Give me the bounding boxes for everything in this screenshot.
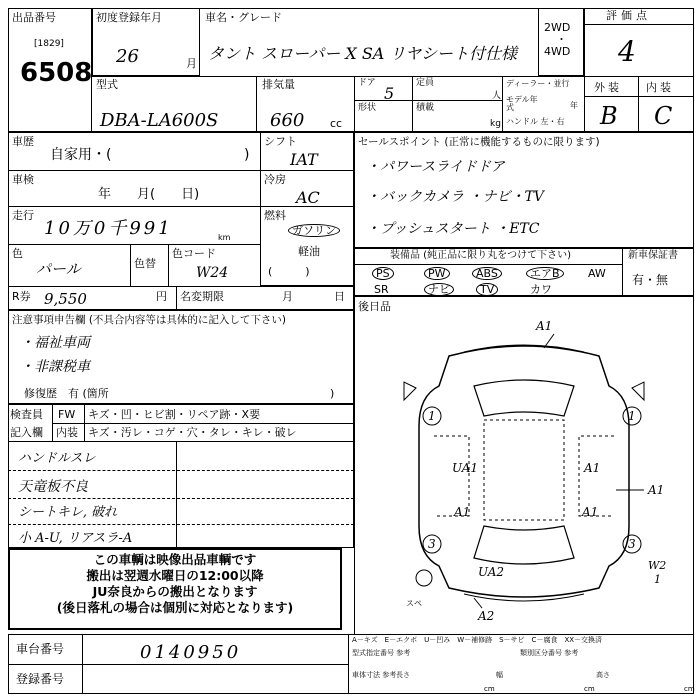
equip-abs-circle: ABS [472, 267, 502, 280]
recycle-label: R券 [12, 290, 31, 303]
inspector-row-line [52, 423, 354, 424]
score-col-divider [584, 8, 585, 132]
mark-rear-bumper: A2 [478, 609, 495, 623]
mark-spare: スペ [406, 599, 422, 608]
yen-unit: 円 [156, 290, 167, 303]
header-row-divider [92, 76, 694, 77]
exterior-value: B [600, 102, 618, 130]
equip-navi-circle: ナビ [424, 283, 454, 296]
footer-legend6: 幅 [496, 671, 503, 679]
first-reg-year: 26 [116, 46, 139, 67]
equip-tv [476, 283, 498, 296]
score-value: 4 [618, 35, 636, 68]
chassis-label: 車台番号 [16, 642, 65, 656]
footer-legend7: 高さ [596, 671, 610, 679]
footer-cm-1: cm [484, 685, 495, 693]
mileage-label: 走行 [12, 209, 34, 222]
hw-col-divider-1 [176, 442, 177, 548]
mark-wheel-rr: 3 [628, 537, 636, 551]
handwritten-note-2: 天竜板不良 [18, 479, 88, 495]
history-label: 車歴 [12, 135, 34, 148]
equip-aw: AW [588, 267, 606, 280]
hw-dash-3 [8, 524, 354, 525]
row-line-3 [8, 244, 260, 245]
repair-label: 修復歴 有 (箇所 [24, 387, 109, 400]
door-shape-divider [354, 100, 502, 101]
model-value: タント スローパー X SA リヤシート付仕様 [208, 44, 517, 63]
chassis-value: 0140950 [140, 642, 242, 663]
footer-legend: A－キズ E－エクボ U－凹み W－補修跡 S－サビ C－腐食 XX－交換済 [352, 636, 603, 644]
displacement-divider [256, 76, 257, 132]
notice-line4: (後日落札の場合は個別に対応となります) [56, 600, 294, 615]
displacement-label: 排気量 [262, 78, 295, 91]
front-windshield [474, 380, 574, 416]
row-line-2 [8, 206, 260, 207]
spare-tire [416, 570, 432, 586]
left-side [434, 436, 471, 519]
mileage-value: 10万0千991 [44, 218, 173, 239]
mirror-left [404, 382, 416, 400]
notice-line2: 搬出は翌週水曜日の12:00以降 [86, 568, 264, 583]
warranty-value: 有・無 [632, 273, 669, 287]
first-reg-label: 初度登録年月 [96, 11, 162, 24]
selling-item-1: ・パワースライドドア [366, 159, 505, 175]
mark-w2: W2 [648, 559, 667, 572]
row-line-1 [8, 170, 260, 171]
inspector-label1: 検査員 [10, 408, 43, 421]
capacity-unit: 人 [492, 91, 502, 101]
capacity-label: 定員 [416, 78, 435, 88]
footer-legend5: 長さ [396, 671, 410, 679]
fuel-label: 燃料 [264, 209, 286, 222]
recycle-value: 9,550 [44, 290, 87, 308]
mark-wheel-fr: 1 [628, 409, 636, 423]
color-label: 色 [12, 247, 23, 260]
mark-left-upper: UA1 [452, 461, 479, 475]
lot-sub: [1829] [34, 39, 64, 49]
type-label: 型式 [96, 78, 118, 91]
color-code-label: 色コード [172, 247, 216, 260]
repair-close: ) [330, 387, 335, 400]
color-change-label: 色替 [134, 257, 156, 270]
footer-legend4: 車体寸法 参考 [352, 671, 397, 679]
mark-rear: UA2 [478, 565, 505, 579]
load-label: 積載 [416, 103, 435, 113]
color-code-value: W24 [196, 265, 229, 281]
mark-wheel-rl: 3 [428, 537, 436, 551]
footer-legend2: 型式指定番号 参考 [352, 649, 411, 657]
color-value: パール [36, 260, 81, 278]
displacement-unit: cc [330, 117, 343, 130]
namechange-divider [176, 286, 177, 310]
fw-items: キズ・凹・ヒビ割・リペア跡・X要 [88, 408, 261, 421]
mirror-right [632, 382, 644, 400]
notes-line2: ・非課税車 [20, 359, 90, 375]
namechange-day: 日 [334, 290, 345, 303]
footer-label-divider [82, 634, 83, 694]
mark-right-lower: A1 [582, 505, 599, 519]
equip-tv-circle: TV [476, 283, 498, 296]
color-code-divider [168, 244, 169, 286]
selling-item-3: ・プッシュスタート ・ETC [366, 221, 540, 237]
right-side [579, 436, 614, 519]
mid-line-2 [260, 206, 354, 207]
shift-value: IAT [290, 150, 318, 169]
mark-front: A1 [536, 319, 553, 333]
capacity-divider [412, 76, 413, 132]
equipment-row-line [354, 264, 622, 265]
footer-cm-3: cm [684, 685, 695, 693]
mark-wheel-fl: 1 [428, 409, 436, 423]
footer-mid-line [8, 664, 348, 665]
equipment-title: 装備品 (純正品に限り丸をつけて下さい) [390, 250, 571, 261]
ext-int-divider [638, 76, 639, 132]
leader-bottom [474, 598, 482, 608]
int-label: 内装 [56, 426, 78, 439]
equip-leather: カワ [530, 283, 552, 296]
footer-right-divider [348, 634, 349, 694]
mark-w2-sub: 1 [654, 573, 661, 586]
dealer-label: ディーラー・並行 [506, 79, 570, 88]
fuel-gas [288, 224, 340, 237]
dealer-divider [502, 76, 503, 132]
type-value: DBA-LA600S [100, 110, 219, 131]
handwritten-note-4: 小 A-U, リアスラ-A [18, 531, 133, 546]
shape-label: 形状 [358, 103, 377, 113]
hw-dash-2 [8, 498, 354, 499]
year-unit: 年 [570, 101, 578, 110]
handwritten-note-3: シートキレ, 破れ [18, 505, 118, 520]
model-label: 車名・グレード [205, 11, 282, 24]
load-unit: kg [490, 119, 501, 129]
equip-navi [424, 283, 454, 296]
mark-front-right: A1 [584, 461, 601, 475]
mark-extra [540, 446, 541, 447]
mid-line-1 [260, 170, 354, 171]
notice-line3: JU奈良からの搬出となります [92, 584, 258, 599]
inspection-fields: 年 月( 日) [98, 187, 200, 202]
notice-line1: この車輌は映像出品車輌です [93, 552, 257, 567]
equip-pw [424, 267, 450, 280]
roof [484, 420, 564, 520]
equip-sr: SR [374, 283, 389, 296]
row-line-4 [8, 286, 354, 287]
interior-label: 内装 [646, 81, 674, 94]
drive-dot: ・ [556, 33, 567, 46]
equip-pw-circle: PW [424, 267, 450, 280]
mileage-unit: km [218, 233, 231, 242]
mark-left-lower: A1 [454, 505, 471, 519]
inspector-label2: 記入欄 [10, 426, 43, 439]
name-change-label: 名変期限 [180, 290, 224, 303]
lot-label: 出品番号 [12, 11, 56, 24]
selling-item-2: ・バックカメラ ・ナビ・TV [366, 189, 544, 205]
car-diagram [354, 316, 694, 616]
fw-label: FW [58, 408, 76, 421]
drive-4wd: 4WD [544, 45, 571, 58]
fuel-gas-circle: ガソリン [288, 224, 340, 237]
displacement-value: 660 [270, 110, 305, 131]
equip-abs [472, 267, 502, 280]
inspection-label: 車検 [12, 173, 34, 186]
drive-2wd: 2WD [544, 21, 571, 34]
ext-int-hdr-line [584, 96, 694, 97]
footer-legend3: 類別区分番号 参考 [520, 649, 579, 657]
notes-title: 注意事項申告欄 (不具合内容等は具体的に記入して下さい) [12, 314, 287, 326]
shift-label: シフト [264, 135, 297, 148]
int-items: キズ・汚レ・コゲ・穴・タレ・キレ・破レ [88, 426, 297, 439]
notice-box [8, 548, 342, 630]
door-label: ドア [358, 78, 376, 88]
history-value: 自家用・( [50, 147, 112, 163]
fuel-paren: ( ) [268, 265, 310, 278]
interior-value: C [654, 102, 673, 130]
rear-window [474, 526, 574, 564]
handwritten-note-1: ハンドルスレ [18, 451, 96, 466]
equip-airbag [526, 267, 564, 280]
namechange-month: 月 [282, 290, 293, 303]
diagram-title: 後日品 [358, 300, 391, 313]
score-label: 評価点 [606, 9, 651, 22]
ac-label: 冷房 [264, 173, 286, 186]
door-divider [354, 76, 355, 132]
color-divider [130, 244, 131, 286]
handle-label: ハンドル 左・右 [506, 117, 565, 126]
model-year-label: モデル年式 [506, 95, 538, 112]
hw-dash-1 [8, 470, 354, 471]
first-reg-month-unit: 月 [186, 57, 197, 70]
exterior-label: 外装 [594, 81, 622, 94]
selling-title: セールスポイント (正常に機能するものに限ります) [358, 136, 600, 148]
score-divider [584, 24, 694, 25]
door-value: 5 [384, 84, 395, 103]
history-close: ) [244, 147, 250, 163]
notes-line1: ・福祉車両 [20, 335, 90, 351]
fuel-diesel: 軽油 [298, 245, 320, 258]
warranty-label: 新車保証書 [628, 250, 678, 261]
equip-airbag-circle: エアB [526, 267, 564, 280]
lot-number: 6508 [20, 58, 93, 88]
mark-right-side: A1 [648, 483, 665, 497]
equip-ps-circle: PS [372, 267, 394, 280]
ac-value: AC [296, 188, 320, 207]
equipment-divider [622, 248, 623, 296]
fw-divider [84, 404, 85, 442]
reg-label: 登録番号 [16, 672, 65, 686]
footer-cm-2: cm [584, 685, 595, 693]
equip-ps [372, 267, 394, 280]
